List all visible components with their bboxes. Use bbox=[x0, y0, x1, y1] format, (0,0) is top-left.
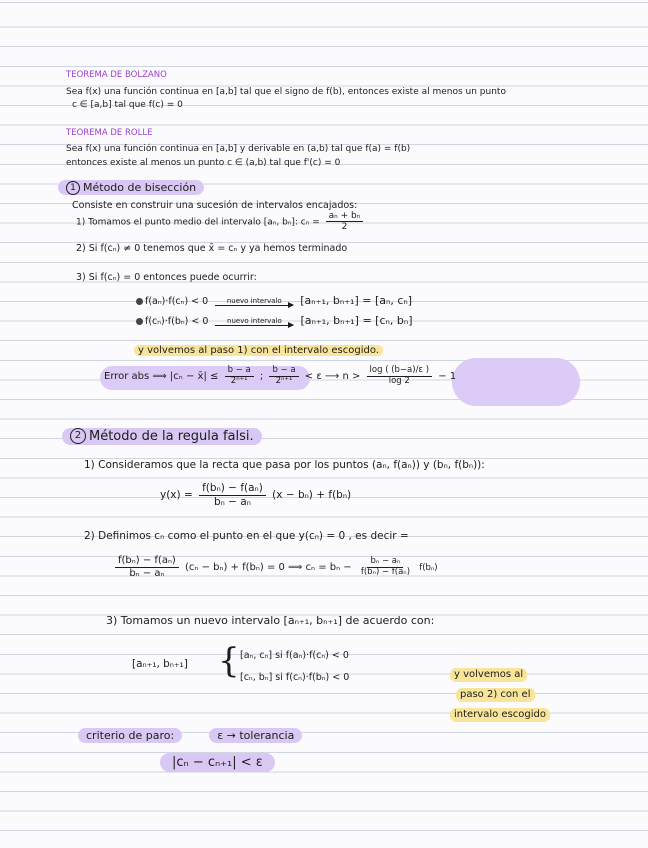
error-label: Error abs ⟹ |cₙ − x̄| ≤ bbox=[104, 371, 219, 382]
biseccion-intro: Consiste en construir una sucesión de intervalos encajados: bbox=[72, 200, 358, 211]
rolle-statement-2: entonces existe al menos un punto c ∈ (a,b) tal que f'(c) = 0 bbox=[66, 158, 341, 168]
error-fraction-2 bbox=[269, 366, 298, 387]
bullet-icon bbox=[136, 298, 143, 305]
stop-criterion bbox=[78, 729, 302, 743]
case-2 bbox=[136, 314, 413, 329]
biseccion-step-2: 2) Si f(cₙ) ≠ 0 tenemos que x̄ = cₙ y ya hemos terminado bbox=[76, 243, 348, 254]
repeat-line-3: intervalo escogido bbox=[450, 708, 550, 722]
step1-text: 1) Tomamos el punto medio del intervalo [aₙ, bₙ]: cₙ = bbox=[76, 217, 320, 228]
biseccion-title: Método de bisección bbox=[83, 181, 197, 194]
case2-arrow-label: nuevo intervalo bbox=[227, 317, 282, 325]
repeat-line-1: y volvemos al bbox=[450, 668, 527, 682]
eq2-fraction bbox=[115, 555, 179, 579]
log-fraction bbox=[367, 366, 433, 387]
error-lt-epsilon: < ε ⟶ n > bbox=[304, 371, 361, 382]
case1-result: [aₙ₊₁, bₙ₊₁] = [aₙ, cₙ] bbox=[300, 294, 413, 307]
eq1-den: bₙ − aₙ bbox=[213, 495, 251, 508]
bolzano-statement-1: Sea f(x) una función continua en [a,b] tal que el signo de f(b), entonces existe al menos un punto bbox=[66, 87, 506, 97]
stop-label: criterio de paro: bbox=[78, 728, 182, 743]
error-f2-num: b − a bbox=[269, 366, 298, 377]
case1-arrow bbox=[215, 297, 293, 306]
root-equation bbox=[112, 552, 438, 584]
eq2-cn-den: f(bₙ) − f(aₙ) bbox=[360, 566, 411, 577]
repeat-highlight: y volvemos al paso 1) con el intervalo escogido. bbox=[134, 345, 383, 356]
biseccion-heading bbox=[58, 181, 204, 195]
n-bound-highlight bbox=[452, 358, 580, 406]
eq1-rhs: (x − bₙ) + f(bₙ) bbox=[272, 489, 352, 501]
eq1-fraction bbox=[199, 482, 266, 507]
repeat-line-2: paso 2) con el bbox=[456, 688, 535, 702]
minus-one: − 1 bbox=[438, 371, 457, 382]
case-1 bbox=[136, 294, 412, 309]
case1-arrow-label: nuevo intervalo bbox=[226, 297, 282, 305]
bolzano-title: TEOREMA DE BOLZANO bbox=[66, 70, 167, 80]
regula-step-2: 2) Definimos cₙ como el punto en el que y(cₙ) = 0 , es decir = bbox=[84, 530, 409, 542]
case1-condition: f(aₙ)·f(cₙ) < 0 bbox=[145, 296, 209, 307]
midpoint-den: 2 bbox=[341, 222, 348, 233]
log-num: log ( (b−a)/ε ) bbox=[367, 366, 433, 377]
bolzano-statement-2: c ∈ [a,b] tal que f(c) = 0 bbox=[72, 100, 183, 110]
case2-condition: f(cₙ)·f(bₙ) < 0 bbox=[145, 316, 209, 327]
regula-repeat bbox=[450, 662, 550, 722]
eq1-lhs: y(x) = bbox=[160, 489, 193, 501]
bullet-icon bbox=[136, 318, 143, 325]
case2-result: [aₙ₊₁, bₙ₊₁] = [cₙ, bₙ] bbox=[300, 314, 413, 327]
section-number-2: 2 bbox=[70, 428, 86, 444]
stop-formula: |cₙ − cₙ₊₁| < ε bbox=[160, 753, 275, 772]
error-bound bbox=[104, 362, 456, 392]
regula-step-1: 1) Consideramos que la recta que pasa por los puntos (aₙ, f(aₙ)) y (bₙ, f(bₙ)): bbox=[84, 459, 485, 471]
case2-arrow bbox=[215, 317, 293, 326]
section-number-1: 1 bbox=[66, 181, 80, 195]
rolle-statement-1: Sea f(x) una función continua en [a,b] y derivable en (a,b) tal que f(a) = f(b) bbox=[66, 144, 411, 154]
eq2-num: f(bₙ) − f(aₙ) bbox=[115, 555, 179, 568]
biseccion-step-1 bbox=[76, 211, 366, 233]
brace-icon: { bbox=[218, 641, 240, 681]
eq2-cn-fraction bbox=[358, 557, 413, 578]
eq2-middle: (cₙ − bₙ) + f(bₙ) = 0 ⟹ cₙ = bₙ − bbox=[185, 562, 352, 573]
rolle-title: TEOREMA DE ROLLE bbox=[66, 128, 153, 138]
error-separator: ; bbox=[259, 371, 264, 382]
eq2-end: f(bₙ) bbox=[419, 563, 438, 573]
regula-heading bbox=[62, 428, 262, 444]
regula-step-3: 3) Tomamos un nuevo intervalo [aₙ₊₁, bₙ₊₁] de acuerdo con: bbox=[106, 614, 435, 627]
option-2: [cₙ, bₙ] si f(cₙ)·f(bₙ) < 0 bbox=[240, 672, 350, 683]
option-1: [aₙ, cₙ] si f(aₙ)·f(cₙ) < 0 bbox=[240, 650, 349, 661]
midpoint-fraction bbox=[326, 211, 364, 233]
error-f2-den: 2ⁿ⁺¹ bbox=[275, 375, 293, 386]
error-fraction-1 bbox=[225, 366, 254, 387]
eq2-cn-num: bₙ − aₙ bbox=[367, 557, 403, 568]
eq1-num: f(bₙ) − f(aₙ) bbox=[199, 482, 266, 495]
biseccion-repeat bbox=[134, 344, 383, 358]
log-den: log 2 bbox=[388, 375, 410, 386]
biseccion-step-3: 3) Si f(cₙ) = 0 entonces puede ocurrir: bbox=[76, 272, 257, 283]
error-f1-num: b − a bbox=[225, 366, 254, 377]
brace-lhs: [aₙ₊₁, bₙ₊₁] bbox=[132, 658, 188, 670]
error-f1-den: 2ⁿ⁺¹ bbox=[230, 375, 248, 386]
stop-tolerance: ε → tolerancia bbox=[209, 728, 302, 743]
midpoint-num: aₙ + bₙ bbox=[326, 211, 364, 222]
regula-title: Método de la regula falsi. bbox=[89, 428, 254, 444]
secant-line-equation bbox=[160, 480, 351, 510]
stop-formula-wrap bbox=[160, 756, 275, 770]
eq2-den: bₙ − aₙ bbox=[129, 567, 165, 579]
